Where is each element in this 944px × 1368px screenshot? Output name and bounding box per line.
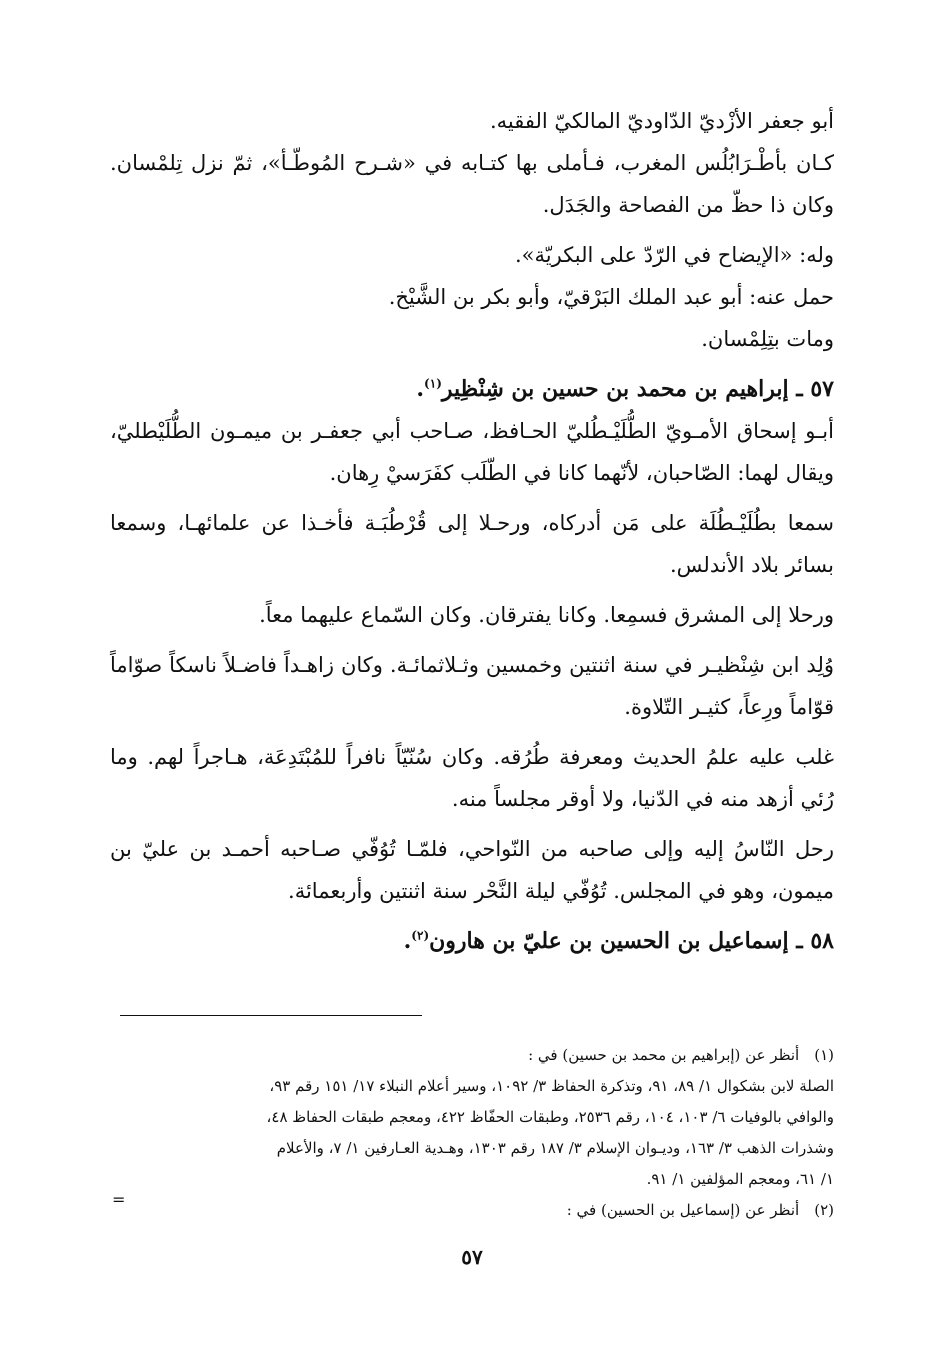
entry-title: إبراهيم بن محمد بن حسين بن شِنْظِير [441, 376, 789, 402]
paragraph: ورحلا إلى المشرق فسمِعا. وكانا يفترقان. وكان السّماع عليهما معاً. [259, 603, 834, 627]
paragraph: غلب عليه علمُ الحديث ومعرفة طُرُقه. وكان سُنّيّاً نافراً للمُبْتَدِعَة، هـاجراً لهم. وما رُئي أزهد منه في الدّنيا، ولا أوقر مجلساً منه. [110, 745, 834, 811]
paragraph: وله: «الإيضاح في الرّدّ على البكريّة». [515, 243, 834, 267]
paragraph: سمعا بطُلَيْـطُلَة على مَن أدركاه، ورحـلا إلى قُرْطُبَـة فأخـذا عن علمائهـا، وسمعا بسائر بلاد الأندلس. [110, 511, 834, 577]
paragraph: رحل النّاسُ إليه وإلى صاحبه من النّواحي، فلمّـا تُوُفّي صـاحبه أحمـد بن عليّ بن ميمون، وهو في المجلس. تُوُفّي ليلة النَّحْر سنة اثنتين وأربعمائة. [110, 837, 834, 903]
paragraph: حمل عنه: أبو عبد الملك البَرْقيّ، وأبو بكر بن الشَّيْخ. [388, 285, 834, 309]
footnote-line: ١/ ٦١، ومعجم المؤلفين ١/ ٩١. [646, 1170, 834, 1188]
page-number: ٥٧ [461, 1245, 483, 1269]
footnote-divider [120, 1015, 422, 1016]
entry-heading-57: ٥٧ ـ إبراهيم بن محمد بن حسين بن شِنْظِير$^{(١)}$. [416, 376, 834, 402]
paragraph: أبـو إسحاق الأمـويّ الطُّلَيْـطُليّ الحـافظ، صـاحب أبي جعفـر بن ميمـون الطُّلَيْطليّ، ويقال لهما: الصّاحبان، لأنّهما كانا في الطّلَب كفَرَسيْ رِهان. [110, 419, 834, 485]
paragraph: كـان بأطْـرَابُلُس المغرب، فـأملى بها كتـابه في «شـرح المُوطّـأ»، ثمّ نزل تِلمْسان. وكان ذا حظّ من الفصاحة والجَدَل. [110, 151, 834, 217]
paragraph: أبو جعفر الأزْديّ الدّاوديّ المالكيّ الفقيه. [489, 109, 834, 133]
paragraph: ومات بتِلِمْسان. [701, 327, 834, 351]
footnote-intro: أنظر عن (إسماعيل بن الحسين) في : [566, 1201, 800, 1219]
footnote-mark: (١) [814, 1046, 834, 1064]
entry-heading-58: ٥٨ ـ إسماعيل بن الحسين بن عليّ بن هارون$^{(٢)}$. [403, 928, 834, 954]
footnote-mark: (٢) [814, 1201, 834, 1219]
footnote-ref: (١) [424, 376, 442, 391]
entry-number: ٥٨ ـ [796, 928, 834, 954]
paragraph: وُلِد ابن شِنْظيـر في سنة اثنتين وخمسين وثـلاثمائـة. وكان زاهـداً فاضـلاً ناسكاً صوّاماً قوّاماً ورِعاً، كثيـر التّلاوة. [110, 653, 834, 719]
footnote-intro: أنظر عن (إبراهيم بن محمد بن حسين) في : [528, 1046, 800, 1064]
footnote-ref: (٢) [411, 928, 430, 943]
footnote-1 [110, 1040, 834, 1071]
continuation-mark: = [112, 1190, 126, 1209]
main-text [110, 100, 834, 962]
footnote-line: الصلة لابن بشكوال ١/ ٨٩، ٩١، وتذكرة الحفاظ ٣/ ١٠٩٢، وسير أعلام النبلاء ١٧/ ١٥١ رقم ٩٣، [269, 1077, 834, 1095]
footnote-line: والوافي بالوفيات ٦/ ١٠٣، ١٠٤، رقم ٢٥٣٦، وطبقات الحفّاظ ٤٢٢، ومعجم طبقات الحفاظ ٤٨، [266, 1108, 834, 1126]
footnote-2 [110, 1195, 834, 1226]
footnotes [110, 1040, 834, 1226]
entry-number: ٥٧ ـ [796, 376, 834, 402]
footnote-line: وشذرات الذهب ٣/ ١٦٣، وديـوان الإسلام ٣/ ١٨٧ رقم ١٣٠٣، وهـدية العـارفين ١/ ٧، والأعلام [276, 1139, 834, 1157]
entry-title: إسماعيل بن الحسين بن عليّ بن هارون [429, 928, 789, 954]
